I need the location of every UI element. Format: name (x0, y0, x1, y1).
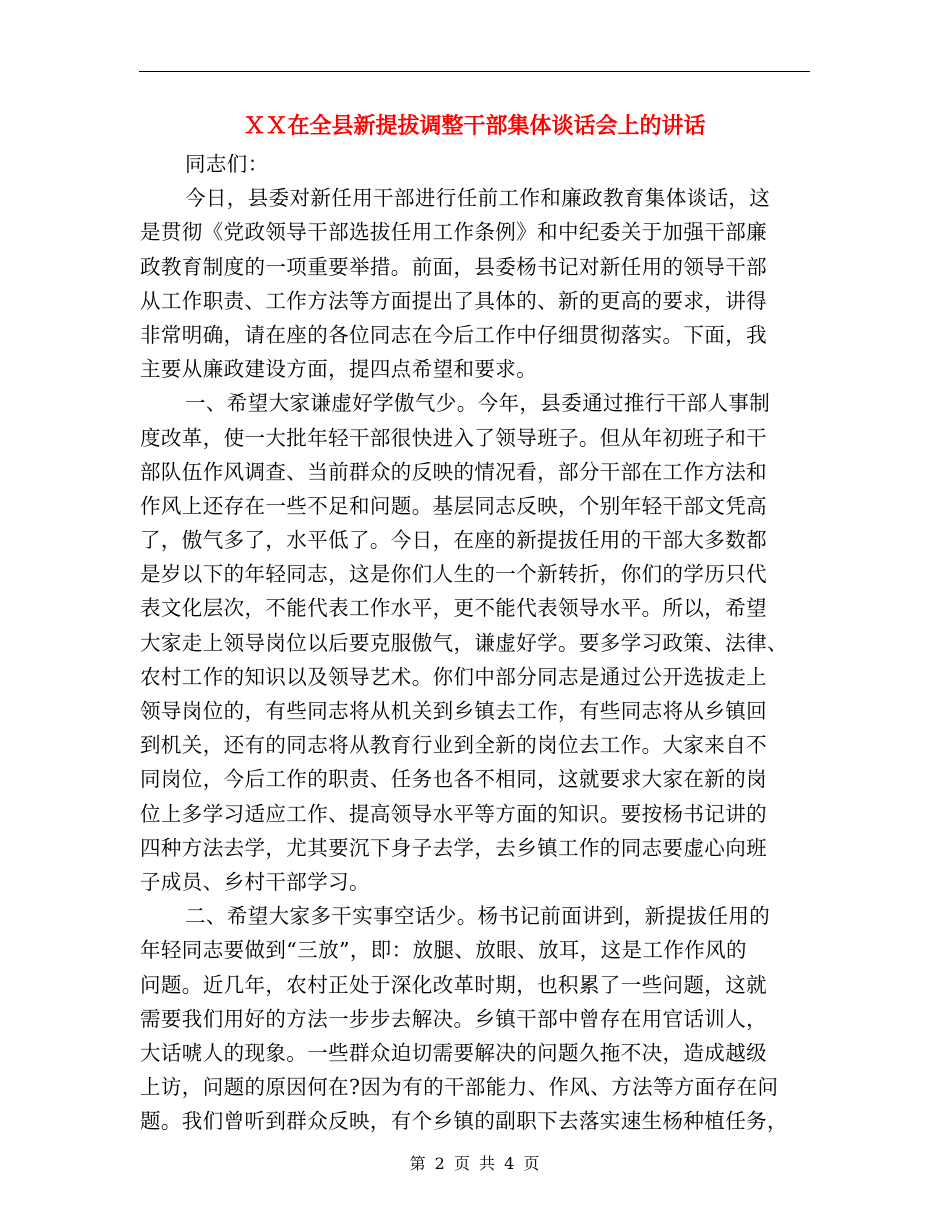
text-line: 大家走上领导岗位以后要克服傲气，谦虚好学。要多学习政策、法律、 (140, 630, 788, 655)
text-line: 表文化层次，不能代表工作水平，更不能代表领导水平。所以，希望 (140, 596, 767, 621)
text-line: 一、希望大家谦虚好学傲气少。今年，县委通过推行干部人事制 (185, 391, 771, 416)
text-line: 位上多学习适应工作、提高领导水平等方面的知识。要按杨书记讲的 (140, 801, 767, 826)
text-line: 政教育制度的一项重要举措。前面，县委杨书记对新任用的领导干部 (140, 254, 767, 279)
text-line: 二、希望大家多干实事空话少。杨书记前面讲到，新提拔任用的 (185, 904, 771, 929)
text-line: 到机关，还有的同志将从教育行业到全新的岗位去工作。大家来自不 (140, 733, 767, 758)
text-line: 同岗位，今后工作的职责、任务也各不相同，这就要求大家在新的岗 (140, 767, 767, 792)
text-line: 领导岗位的，有些同志将从机关到乡镇去工作，有些同志将从乡镇回 (140, 699, 767, 723)
document-body (140, 147, 810, 1138)
text-line: 上访，问题的原因何在?因为有的干部能力、作风、方法等方面存在问 (140, 1075, 779, 1100)
text-line: 农村工作的知识以及领导艺术。你们中部分同志是通过公开选拔走上 (140, 664, 767, 689)
text-line: 非常明确，请在座的各位同志在今后工作中仔细贯彻落实。下面，我 (140, 322, 767, 347)
text-line: 是贯彻《党政领导干部选拔任用工作条例》和中纪委关于加强干部廉 (140, 220, 767, 245)
text-line: 年轻同志要做到“三放”，即：放腿、放眼、放耳，这是工作作风的 (140, 938, 747, 963)
text-line: 作风上还存在一些不足和问题。基层同志反映，个别年轻干部文凭高 (140, 493, 767, 518)
text-line: 同志们： (185, 152, 269, 176)
page-number-footer: 第 2 页 共 4 页 (409, 1154, 540, 1173)
text-line: 部队伍作风调查、当前群众的反映的情况看，部分干部在工作方法和 (140, 459, 767, 484)
text-line: 问题。近几年，农村正处于深化改革时期，也积累了一些问题，这就 (140, 972, 767, 997)
text-line: 主要从廉政建设方面，提四点希望和要求。 (140, 357, 538, 382)
text-line: 了，傲气多了，水平低了。今日，在座的新提拔任用的干部大多数都 (140, 528, 767, 553)
text-line: 今日，县委对新任用干部进行任前工作和廉政教育集体谈话，这 (185, 186, 771, 211)
text-line: 度改革，使一大批年轻干部很快进入了领导班子。但从年初班子和干 (140, 425, 767, 450)
header-rule (139, 71, 810, 72)
text-line: 题。我们曾听到群众反映，有个乡镇的副职下去落实速生杨种植任务， (140, 1109, 788, 1134)
text-line: 子成员、乡村干部学习。 (140, 869, 370, 894)
document-title: ＸＸ在全县新提拔调整干部集体谈话会上的讲话 (243, 113, 706, 139)
text-line: 大话唬人的现象。一些群众迫切需要解决的问题久拖不决，造成越级 (140, 1040, 767, 1065)
text-line: 从工作职责、工作方法等方面提出了具体的、新的更高的要求，讲得 (140, 288, 767, 313)
text-line: 是岁以下的年轻同志，这是你们人生的一个新转折，你们的学历只代 (140, 562, 767, 587)
text-line: 四种方法去学，尤其要沉下身子去学，去乡镇工作的同志要虚心向班 (140, 835, 767, 860)
text-line: 需要我们用好的方法一步步去解决。乡镇干部中曾存在用官话训人， (140, 1006, 767, 1031)
